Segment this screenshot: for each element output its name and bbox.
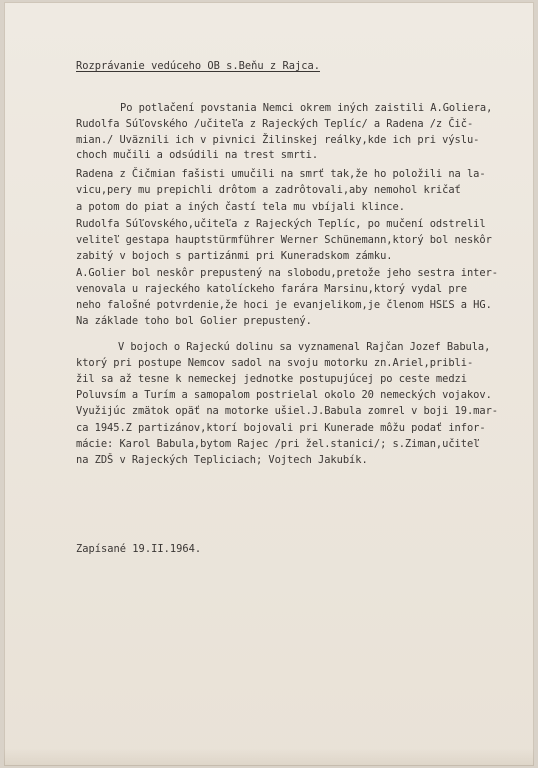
text-line: žil sa až tesne k nemeckej jednotke postupujúcej po ceste medzi [76, 373, 467, 385]
text-line: mian./ Uväznili ich v pivnici Žilinskej reálky,kde ich pri výslu- [76, 134, 480, 146]
text-line: vicu,pery mu prepichli drôtom a zadrôtovali,aby nemohol kričať [76, 184, 461, 196]
text-line: Po potlačení povstania Nemci okrem iných zaistili A.Goliera, [120, 102, 493, 114]
text-line: veliteľ gestapa hauptstürmführer Werner Schünemann,ktorý bol neskôr [76, 234, 492, 246]
text-line: a potom do piat a iných častí tela mu vbíjali klince. [76, 201, 405, 213]
text-line: Poluvsím a Turím a samopalom postrielal okolo 20 nemeckých vojakov. [76, 389, 492, 401]
text-line: na ZDŠ v Rajeckých Tepliciach; Vojtech Jakubík. [76, 454, 368, 466]
text-line: choch mučili a odsúdili na trest smrti. [76, 149, 319, 161]
text-line: neho falošné potvrdenie,že hoci je evanjelikom,je členom HSĽS a HG. [76, 299, 492, 311]
document-page [4, 2, 534, 766]
text-line: venovala u rajeckého katolíckeho farára Marsinu,ktorý vydal pre [76, 283, 467, 295]
text-line: V bojoch o Rajeckú dolinu sa vyznamenal Rajčan Jozef Babula, [118, 341, 491, 353]
text-line: mácie: Karol Babula,bytom Rajec /pri žel.stanici/; s.Ziman,učiteľ [76, 438, 480, 450]
date-line: Zapísané 19.II.1964. [76, 543, 202, 555]
text-line: ktorý pri postupe Nemcov sadol na svoju motorku zn.Ariel,pribli- [76, 357, 474, 369]
text-line: Na základe toho bol Golier prepustený. [76, 315, 312, 327]
document-title: Rozprávanie vedúceho OB s.Beňu z Rajca. [76, 60, 320, 72]
text-line: Radena z Čičmian fašisti umučili na smrť tak,že ho položili na la- [76, 168, 486, 180]
text-line: Rudolfa Súľovského /učiteľa z Rajeckých Teplíc/ a Radena /z Čič- [76, 118, 474, 130]
text-line: ca 1945.Z partizánov,ktorí bojovali pri Kunerade môžu podať infor- [76, 422, 486, 434]
text-line: A.Golier bol neskôr prepustený na slobodu,pretože jeho sestra inter- [76, 267, 498, 279]
text-line: Využijúc zmätok opäť na motorke ušiel.J.Babula zomrel v boji 19.mar- [76, 405, 498, 417]
text-line: zabitý v bojoch s partizánmi pri Kuneradskom zámku. [76, 250, 393, 262]
text-line: Rudolfa Súľovského,učiteľa z Rajeckých Teplíc, po mučení odstrelil [76, 218, 486, 230]
